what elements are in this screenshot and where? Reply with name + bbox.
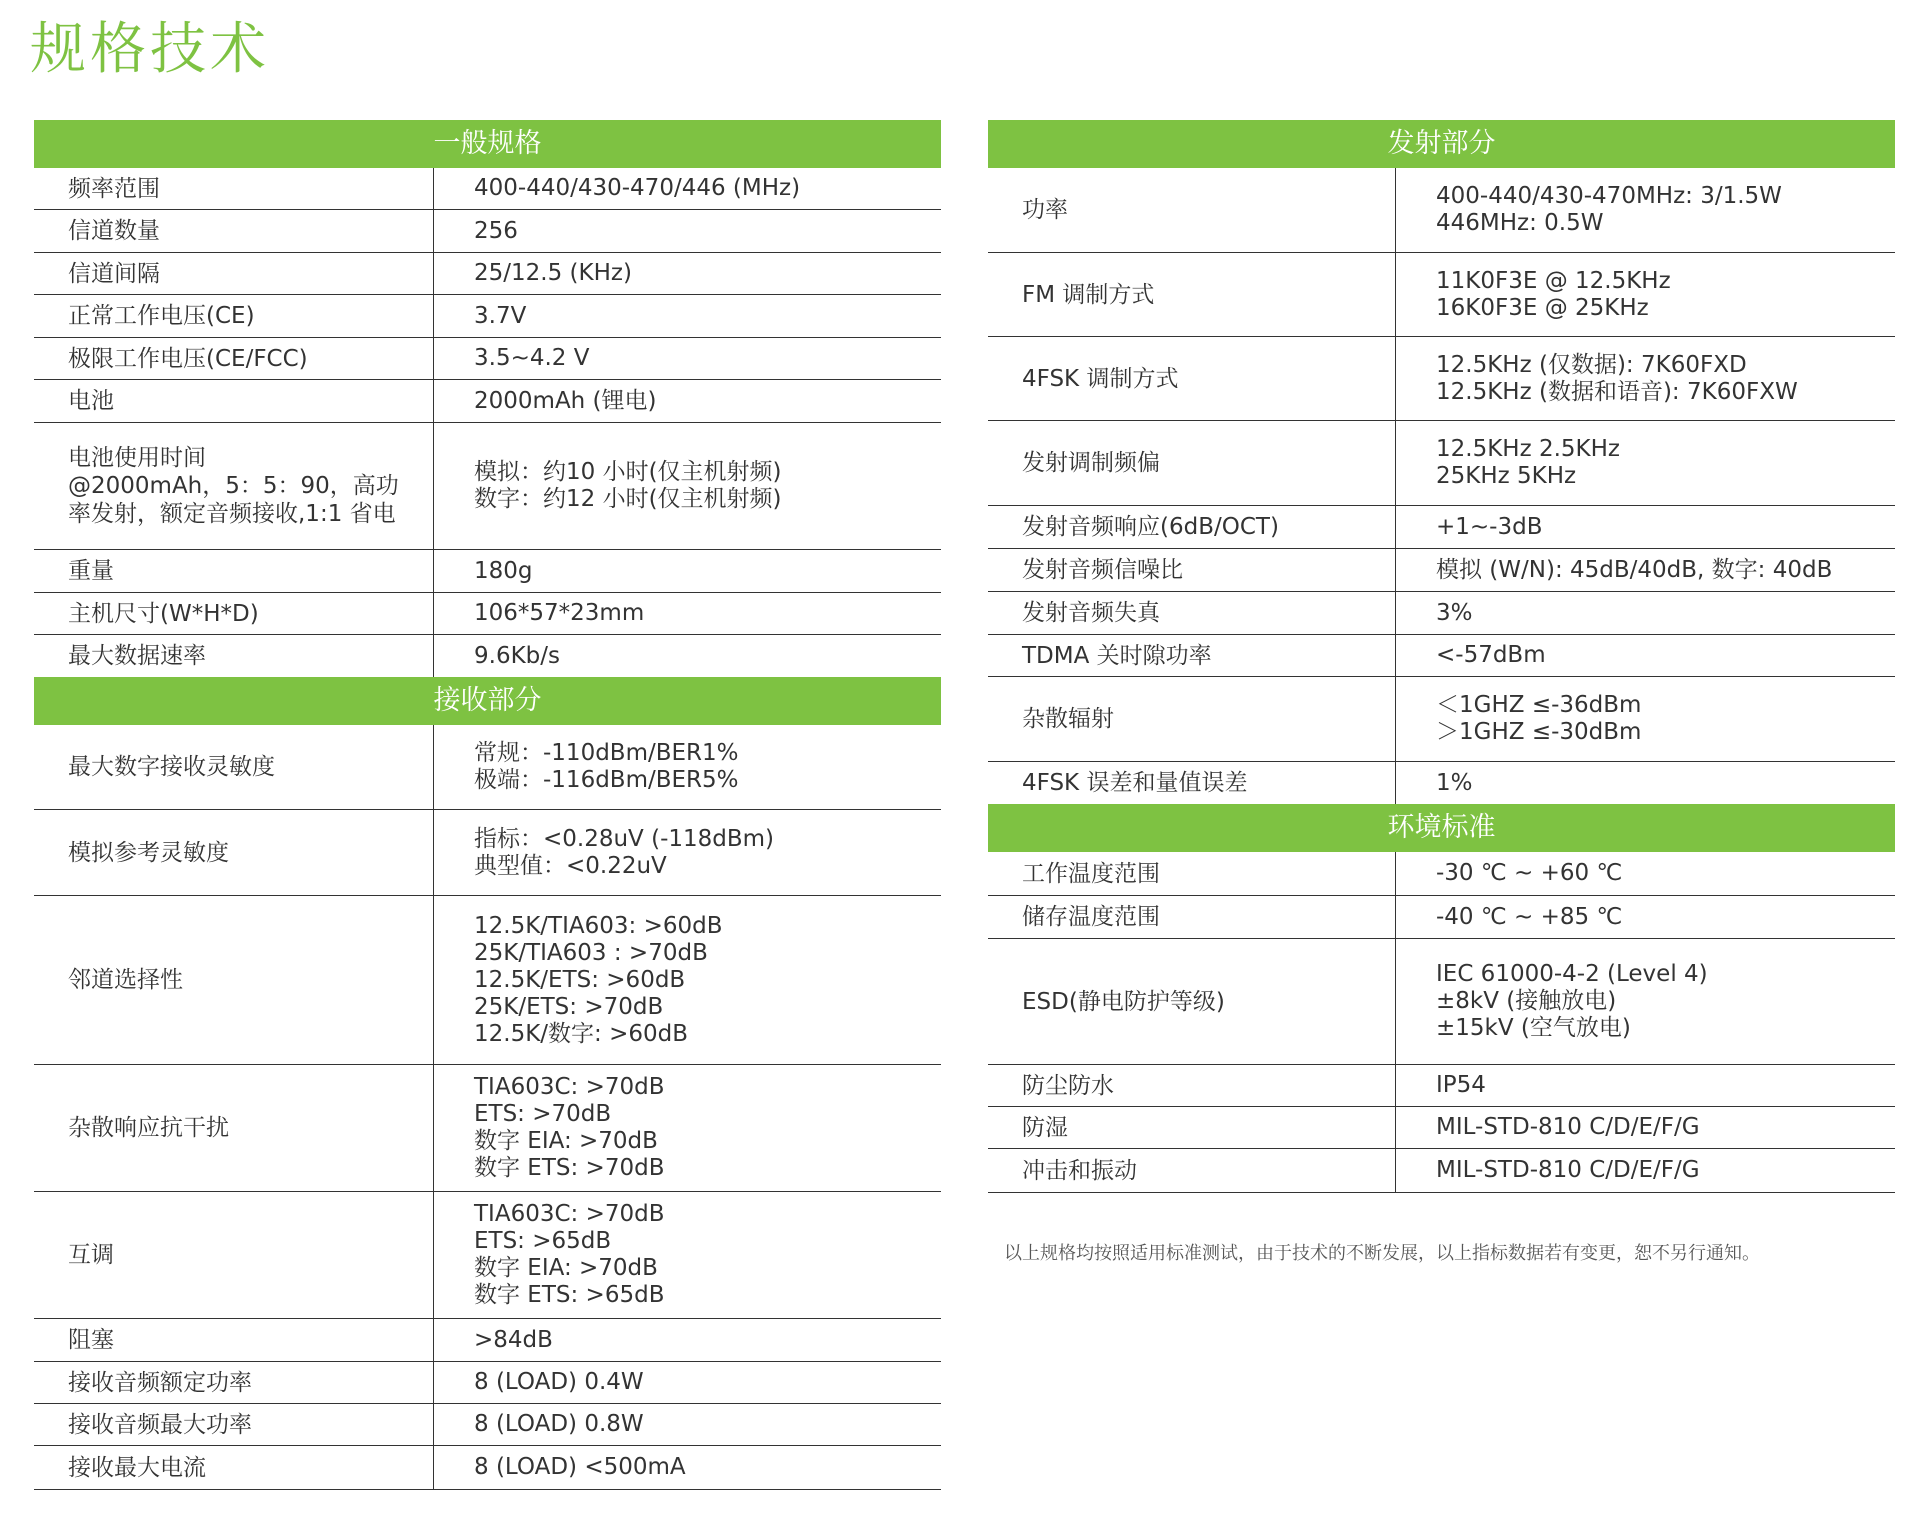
spec-value: >84dB	[474, 1326, 553, 1353]
spec-value: 2000mAh (锂电)	[474, 387, 657, 414]
spec-row	[34, 295, 941, 338]
section-header-receive: 接收部分	[34, 677, 941, 725]
spec-label: 冲击和振动	[988, 1149, 1396, 1192]
spec-value: 25/12.5 (KHz)	[474, 260, 632, 286]
spec-label: TDMA 关时隙功率	[988, 635, 1396, 676]
page-title: 规格技术	[30, 17, 270, 82]
right-spec-column	[988, 120, 1895, 1193]
spec-value: 8 (LOAD) <500mA	[474, 1454, 686, 1480]
spec-row	[34, 253, 941, 295]
spec-label: FM 调制方式	[988, 253, 1396, 336]
spec-label: 工作温度范围	[988, 852, 1396, 895]
left-spec-column	[34, 120, 941, 1490]
spec-label: 功率	[988, 168, 1396, 252]
spec-value: MIL-STD-810 C/D/E/F/G	[1436, 1157, 1700, 1183]
spec-value: ＜1GHZ ≤-36dBm ＞1GHZ ≤-30dBm	[1436, 692, 1642, 745]
spec-row	[988, 1065, 1895, 1107]
spec-label: 发射音频响应(6dB/OCT)	[988, 506, 1396, 548]
spec-label: 互调	[34, 1192, 434, 1318]
spec-value: 12.5KHz 2.5KHz 25KHz 5KHz	[1436, 436, 1620, 489]
spec-row	[34, 725, 941, 810]
spec-value: 3.5~4.2 V	[474, 345, 590, 371]
spec-value: 12.5K/TIA603: >60dB 25K/TIA603 : >70dB 12.5K/ETS: >60dB 25K/ETS: >70dB 12.5K/数字: >60dB	[474, 912, 723, 1047]
spec-row	[34, 593, 941, 635]
spec-value: 模拟 (W/N): 45dB/40dB, 数字: 40dB	[1436, 556, 1833, 583]
spec-label: 发射音频信噪比	[988, 549, 1396, 591]
spec-value: 3.7V	[474, 302, 527, 329]
spec-label: 杂散响应抗干扰	[34, 1065, 434, 1191]
spec-value: <-57dBm	[1436, 642, 1546, 668]
spec-row	[34, 423, 941, 550]
spec-row	[34, 1192, 941, 1319]
spec-value: 9.6Kb/s	[474, 642, 560, 669]
spec-value: 常规：-110dBm/BER1% 极端：-116dBm/BER5%	[474, 740, 739, 793]
spec-row	[34, 210, 941, 253]
spec-value: TIA603C: >70dB ETS: >65dB 数字 EIA: >70dB 数字 ETS: >65dB	[474, 1201, 665, 1308]
spec-label: 发射音频失真	[988, 592, 1396, 634]
spec-value: 1%	[1436, 769, 1473, 796]
spec-label: 最大数字接收灵敏度	[34, 725, 434, 809]
spec-value: -30 ℃ ~ +60 ℃	[1436, 860, 1623, 886]
spec-label: 极限工作电压(CE/FCC)	[34, 338, 434, 379]
spec-label: 4FSK 误差和量值误差	[988, 762, 1396, 804]
spec-row	[34, 168, 941, 210]
spec-row	[988, 635, 1895, 677]
spec-row	[34, 810, 941, 896]
spec-label: 重量	[34, 550, 434, 592]
spec-label: 防湿	[988, 1107, 1396, 1148]
spec-label: 发射调制频偏	[988, 421, 1396, 505]
spec-row	[34, 635, 941, 677]
spec-label: 电池	[34, 380, 434, 422]
spec-row	[988, 677, 1895, 762]
spec-row	[34, 1362, 941, 1404]
spec-row	[34, 1065, 941, 1192]
spec-value: 256	[474, 217, 518, 244]
spec-label: 信道数量	[34, 210, 434, 252]
spec-row	[988, 421, 1895, 506]
spec-row	[988, 762, 1895, 804]
spec-row	[34, 380, 941, 423]
spec-row	[34, 1319, 941, 1362]
spec-label: 储存温度范围	[988, 896, 1396, 938]
spec-row	[988, 549, 1895, 592]
spec-value: IEC 61000-4-2 (Level 4) ±8kV (接触放电) ±15kV (空气放电)	[1436, 961, 1708, 1041]
disclaimer-footnote: 以上规格均按照适用标准测试，由于技术的不断发展，以上指标数据若有变更，恕不另行通知。	[1004, 1243, 1760, 1264]
spec-value: 180g	[474, 557, 533, 584]
spec-value: +1~-3dB	[1436, 513, 1543, 540]
spec-row	[34, 338, 941, 380]
spec-label: 模拟参考灵敏度	[34, 810, 434, 895]
spec-row	[988, 337, 1895, 421]
spec-label: 信道间隔	[34, 253, 434, 294]
spec-value: 106*57*23mm	[474, 600, 645, 626]
spec-value: IP54	[1436, 1072, 1486, 1098]
spec-value: 400-440/430-470/446 (MHz)	[474, 175, 801, 201]
spec-value: 8 (LOAD) 0.4W	[474, 1369, 644, 1395]
spec-row	[988, 852, 1895, 896]
spec-row	[988, 896, 1895, 939]
spec-label: 频率范围	[34, 168, 434, 209]
spec-row	[988, 1149, 1895, 1193]
spec-label: 正常工作电压(CE)	[34, 295, 434, 337]
spec-row	[988, 168, 1895, 253]
spec-label: 邻道选择性	[34, 896, 434, 1064]
spec-row	[988, 1107, 1895, 1149]
spec-value: 8 (LOAD) 0.8W	[474, 1411, 644, 1437]
spec-row	[34, 1404, 941, 1446]
section-header-general: 一般规格	[34, 120, 941, 168]
spec-row	[34, 550, 941, 593]
spec-label: 电池使用时间 @2000mAh，5：5：90，高功率发射，额定音频接收,1:1 省电	[34, 423, 434, 549]
spec-value: 400-440/430-470MHz: 3/1.5W 446MHz: 0.5W	[1436, 183, 1782, 236]
spec-label: 杂散辐射	[988, 677, 1396, 761]
spec-value: 12.5KHz (仅数据): 7K60FXD 12.5KHz (数据和语音): 7K60FXW	[1436, 351, 1798, 405]
spec-label: 最大数据速率	[34, 635, 434, 677]
spec-label: ESD(静电防护等级)	[988, 939, 1396, 1064]
spec-value: 11K0F3E @ 12.5KHz 16K0F3E @ 25KHz	[1436, 267, 1671, 321]
spec-label: 接收最大电流	[34, 1446, 434, 1489]
spec-row	[34, 1446, 941, 1490]
spec-row	[988, 592, 1895, 635]
section-header-environment: 环境标准	[988, 804, 1895, 852]
spec-label: 防尘防水	[988, 1065, 1396, 1106]
spec-row	[34, 896, 941, 1065]
spec-value: 模拟：约10 小时(仅主机射频) 数字：约12 小时(仅主机射频)	[474, 459, 782, 512]
spec-value: 3%	[1436, 599, 1473, 626]
spec-value: -40 ℃ ~ +85 ℃	[1436, 903, 1623, 930]
spec-label: 主机尺寸(W*H*D)	[34, 593, 434, 634]
spec-label: 接收音频最大功率	[34, 1404, 434, 1445]
section-header-transmit: 发射部分	[988, 120, 1895, 168]
spec-label: 接收音频额定功率	[34, 1362, 434, 1403]
spec-value: TIA603C: >70dB ETS: >70dB 数字 EIA: >70dB 数字 ETS: >70dB	[474, 1074, 665, 1181]
spec-row	[988, 253, 1895, 337]
spec-value: 指标：<0.28uV (-118dBm) 典型值：<0.22uV	[474, 825, 775, 879]
spec-label: 阻塞	[34, 1319, 434, 1361]
spec-label: 4FSK 调制方式	[988, 337, 1396, 420]
spec-row	[988, 939, 1895, 1065]
spec-value: MIL-STD-810 C/D/E/F/G	[1436, 1114, 1700, 1140]
spec-row	[988, 506, 1895, 549]
